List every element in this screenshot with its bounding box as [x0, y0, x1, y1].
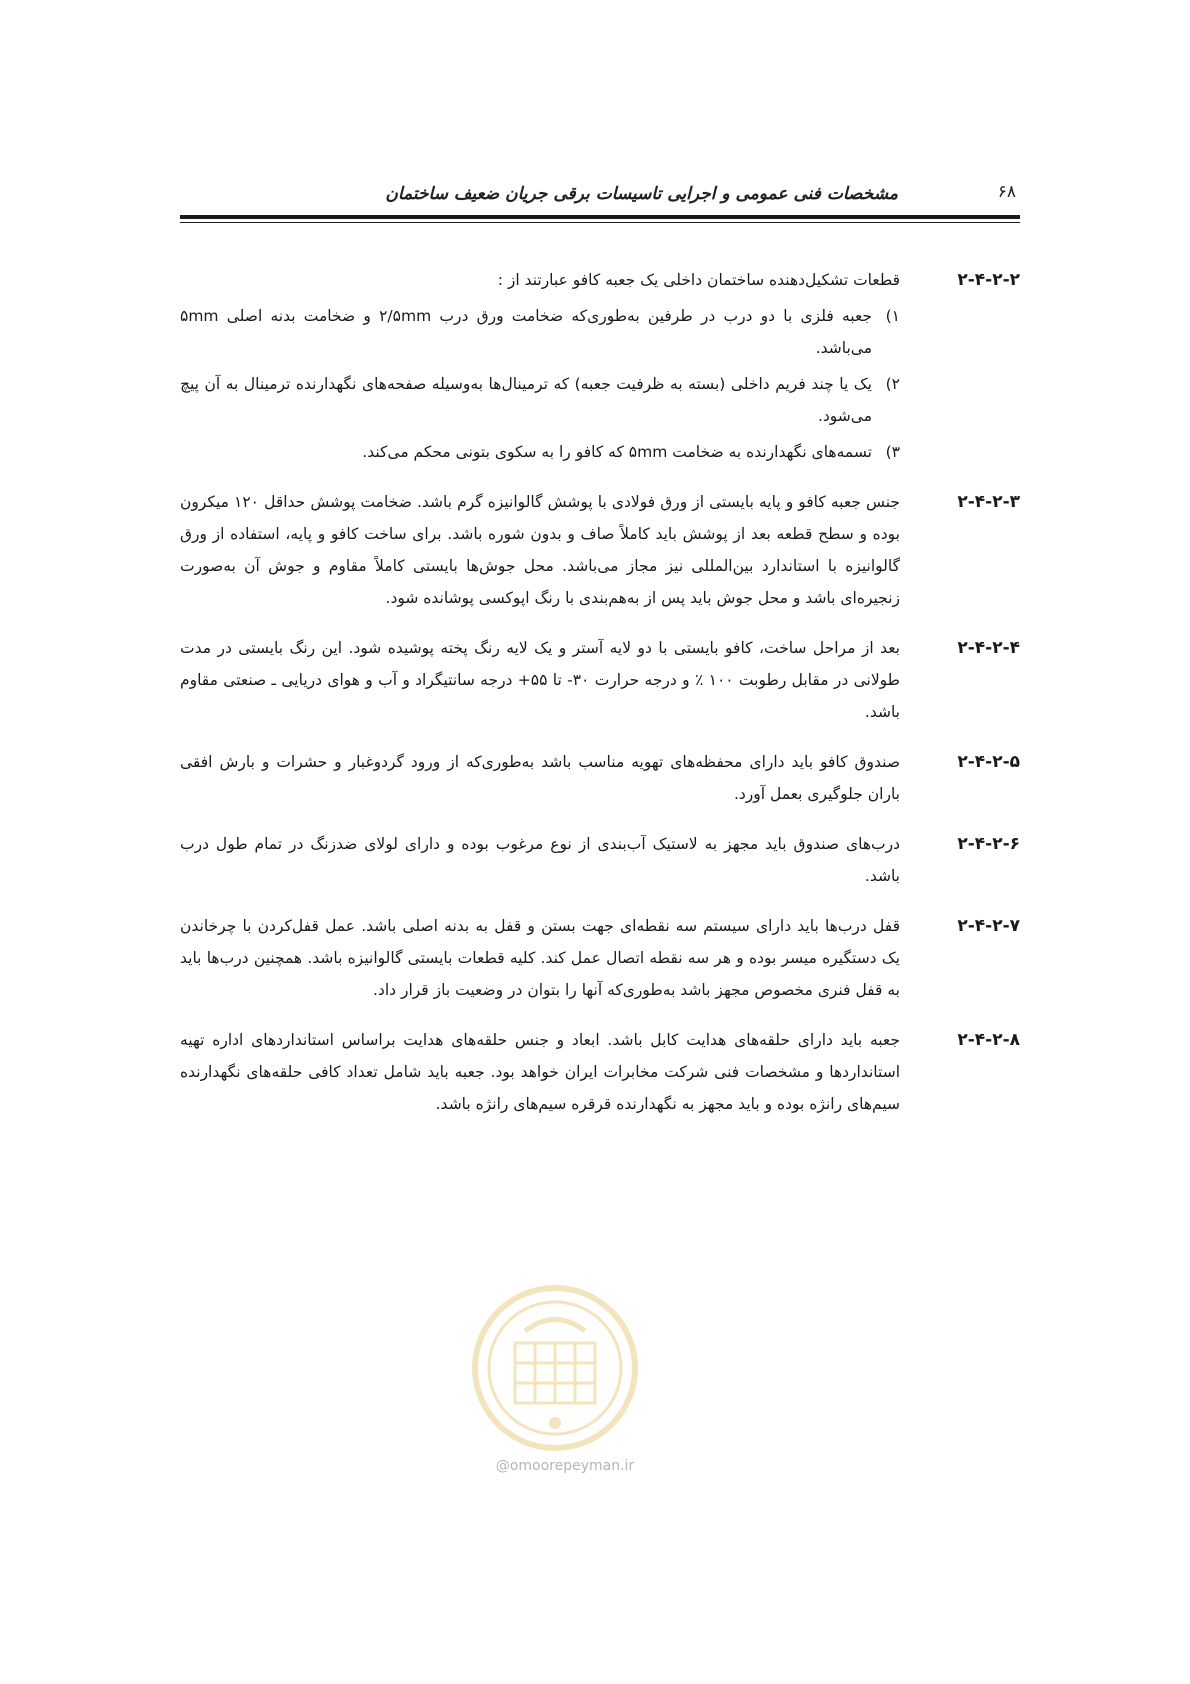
section-2-4-2-7	[180, 910, 1020, 1006]
page-number: ۶۸	[997, 182, 1016, 202]
section-number: ۲-۴-۲-۸	[957, 1030, 1020, 1050]
list-item-number: ۲)	[885, 375, 900, 393]
section-number: ۲-۴-۲-۶	[957, 834, 1020, 854]
section-2-4-2-2	[180, 264, 1020, 468]
watermark-logo-icon	[470, 1283, 640, 1453]
page-title: مشخصات فنی عمومی و اجرایی تاسیسات برقی جریان ضعیف ساختمان	[385, 184, 898, 204]
list-item-text: جعبه فلزی با دو درب در طرفین به‌طوری‌که ضخامت ورق درب ۲/۵mm و ضخامت بدنه اصلی ۵mm می‌باشد.	[180, 307, 873, 357]
section-2-4-2-8	[180, 1024, 1020, 1120]
section-text: جعبه باید دارای حلقه‌های هدایت کابل باشد. ابعاد و جنس حلقه‌های هدایت براساس استانداردهای اداره تهیه استانداردها و مشخصات فنی شرکت مخابرات ایران خواهد بود. جعبه باید شامل تعداد کافی حلقه‌های نگهدارنده سیم‌های رانژه بوده و باید مجهز به نگهدارنده قرقره سیم‌های رانژه باشد.	[180, 1031, 900, 1113]
section-2-4-2-3	[180, 486, 1020, 614]
section-number: ۲-۴-۲-۳	[957, 492, 1020, 512]
header-rule-thin	[180, 222, 1020, 223]
section-text: جنس جعبه کافو و پایه بایستی از ورق فولادی با پوشش گالوانیزه گرم باشد. ضخامت پوشش حداقل ۱۲۰ میکرون بوده و سطح قطعه بعد از پوشش باید کاملاً صاف و بدون شوره باشد. برای ساخت کافو و پایه، استفاده از ورق گالوانیزه با استاندارد بین‌المللی نیز مجاز می‌باشد. محل جوش‌ها بایستی کاملاً مقاوم و جوش آن به‌صورت زنجیره‌ای باشد و محل جوش باید پس از به‌هم‌بندی با رنگ اپوکسی پوشانده شود.	[180, 493, 900, 607]
list-item-text: تسمه‌های نگهدارنده به ضخامت ۵mm که کافو را به سکوی بتونی محکم می‌کند.	[362, 443, 872, 461]
list-item	[180, 300, 900, 364]
section-2-4-2-4	[180, 632, 1020, 728]
section-text: بعد از مراحل ساخت، کافو بایستی با دو لایه آستر و یک لایه رنگ پخته پوشیده شود. این رنگ بایستی در مدت طولانی در مقابل رطوبت ۱۰۰ ٪ و درجه حرارت ۳۰- تا ۵۵+ درجه سانتیگراد و آب و هوای دریایی ـ صنعتی مقاوم باشد.	[180, 639, 900, 721]
section-text: صندوق کافو باید دارای محفظه‌های تهویه مناسب باشد به‌طوری‌که از ورود گردوغبار و حشرات و بارش افقی باران جلوگیری بعمل آورد.	[180, 753, 900, 803]
watermark-url: @omoorepeyman.ir	[495, 1458, 635, 1474]
section-2-4-2-5	[180, 746, 1020, 810]
section-number: ۲-۴-۲-۲	[957, 270, 1020, 290]
section-text: درب‌های صندوق باید مجهز به لاستیک آب‌بندی از نوع مرغوب بوده و دارای لولای ضدزنگ در تمام طول درب باشد.	[180, 835, 900, 885]
page-header	[180, 178, 1020, 212]
section-number: ۲-۴-۲-۴	[957, 638, 1020, 658]
list-item	[180, 368, 900, 432]
list-item-number: ۱)	[885, 307, 900, 325]
section-number: ۲-۴-۲-۵	[957, 752, 1020, 772]
header-rule-thick	[180, 215, 1020, 219]
list-item-text: یک یا چند فریم داخلی (بسته به ظرفیت جعبه) که ترمینال‌ها به‌وسیله صفحه‌های نگهدارنده ترمینال به آن پیچ می‌شود.	[180, 375, 872, 425]
page-content	[180, 264, 1020, 1138]
section-text: قفل درب‌ها باید دارای سیستم سه نقطه‌ای جهت بستن و قفل به بدنه اصلی باشد. عمل قفل‌کردن با چرخاندن یک دستگیره میسر بوده و هر سه نقطه اتصال عمل کند. کلیه قطعات بایستی گالوانیزه باشد. همچنین درب‌ها باید به قفل فنری مخصوص مجهز باشد به‌طوری‌که آنها را بتوان در وضعیت باز قرار داد.	[180, 917, 900, 999]
section-2-4-2-6	[180, 828, 1020, 892]
list-item-number: ۳)	[885, 443, 900, 461]
section-text: قطعات تشکیل‌دهنده ساختمان داخلی یک جعبه کافو عبارتند از :	[497, 271, 900, 289]
section-number: ۲-۴-۲-۷	[957, 916, 1020, 936]
watermark-at-icon: @	[495, 1458, 510, 1474]
component-list	[180, 300, 900, 468]
list-item	[180, 436, 900, 468]
